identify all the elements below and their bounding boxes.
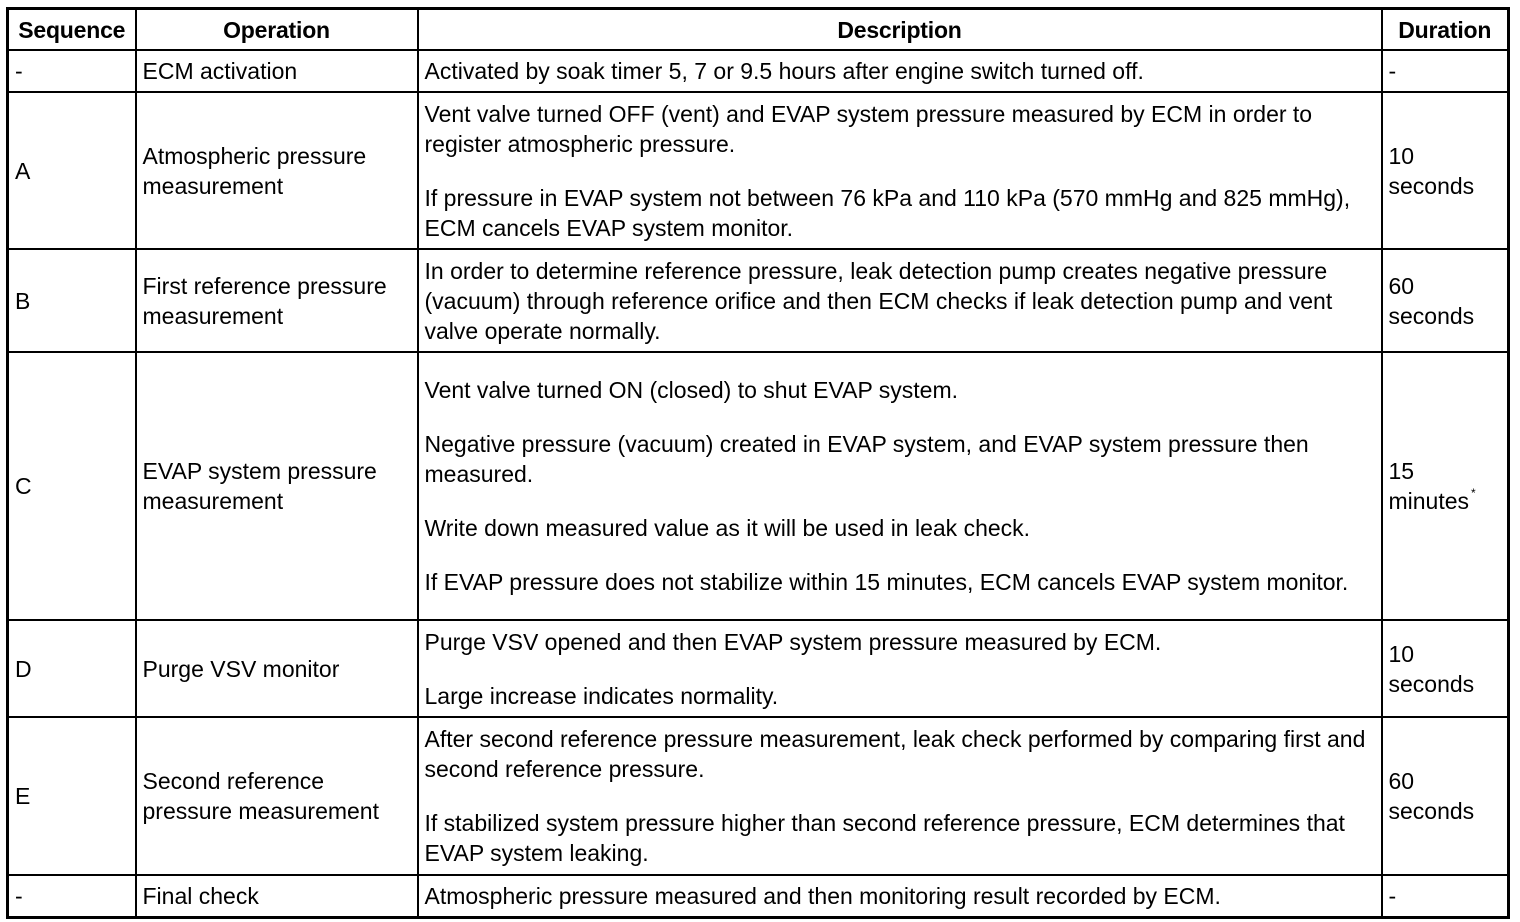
operation-cell: ECM activation	[136, 50, 418, 92]
sequence-cell: E	[8, 717, 136, 875]
sequence-cell: D	[8, 620, 136, 717]
sequence-cell: A	[8, 92, 136, 249]
operation-cell: EVAP system pressure measurement	[136, 352, 418, 620]
duration-cell: 10 seconds	[1382, 620, 1509, 717]
description-cell	[418, 50, 1382, 92]
description-cell	[418, 717, 1382, 875]
description-paragraph: Large increase indicates normality.	[424, 682, 779, 709]
operation-cell: Atmospheric pressure measurement	[136, 92, 418, 249]
description-paragraph: Negative pressure (vacuum) created in EVAP system, and EVAP system pressure then measured.	[424, 431, 1309, 487]
description-cell	[418, 92, 1382, 249]
description-cell	[418, 875, 1382, 917]
header-row	[8, 9, 1509, 51]
description-paragraph: If pressure in EVAP system not between 76 kPa and 110 kPa (570 mmHg and 825 mmHg), ECM cancels EVAP system monitor.	[424, 184, 1351, 241]
description-paragraph: Purge VSV opened and then EVAP system pressure measured by ECM.	[424, 628, 1162, 655]
description-paragraph: Activated by soak timer 5, 7 or 9.5 hours after engine switch turned off.	[424, 58, 1144, 84]
duration-cell: -	[1382, 875, 1509, 917]
sequence-cell: -	[8, 875, 136, 917]
header-sequence: Sequence	[8, 9, 136, 51]
table-row	[8, 875, 1509, 917]
description-paragraph: Atmospheric pressure measured and then monitoring result recorded by ECM.	[424, 882, 1221, 909]
evap-monitor-sequence-table	[6, 7, 1510, 919]
table-row	[8, 717, 1509, 875]
description-paragraph: In order to determine reference pressure, leak detection pump creates negative pressure (vacuum) through reference orifice and then ECM checks if leak detection pump and vent valve operate normally.	[424, 257, 1333, 344]
duration-cell: 60 seconds	[1382, 717, 1509, 875]
description-paragraph: Vent valve turned ON (closed) to shut EVAP system.	[424, 377, 959, 403]
operation-cell: Purge VSV monitor	[136, 620, 418, 717]
operation-cell: Second reference pressure measurement	[136, 717, 418, 875]
sequence-cell: B	[8, 249, 136, 352]
description-cell	[418, 352, 1382, 620]
description-paragraph: If stabilized system pressure higher than second reference pressure, ECM determines that EVAP system leaking.	[424, 810, 1345, 866]
table-row	[8, 620, 1509, 717]
footnote-mark: *	[1471, 486, 1476, 500]
table-row	[8, 249, 1509, 352]
description-paragraph: Write down measured value as it will be used in leak check.	[424, 515, 1031, 541]
header-duration: Duration	[1382, 9, 1509, 51]
sequence-cell: C	[8, 352, 136, 620]
duration-cell: -	[1382, 50, 1509, 92]
sequence-cell: -	[8, 50, 136, 92]
description-paragraph: After second reference pressure measurement, leak check performed by comparing first and second reference pressure.	[424, 726, 1366, 782]
table-row	[8, 352, 1509, 620]
description-cell	[418, 620, 1382, 717]
header-description: Description	[418, 9, 1382, 51]
duration-cell: 10 seconds	[1382, 92, 1509, 249]
table-row	[8, 50, 1509, 92]
duration-value: 15 minutes	[1388, 458, 1470, 514]
header-operation: Operation	[136, 9, 418, 51]
description-paragraph: If EVAP pressure does not stabilize within 15 minutes, ECM cancels EVAP system monitor.	[424, 569, 1349, 595]
table-row	[8, 92, 1509, 249]
description-cell	[418, 249, 1382, 352]
operation-cell: Final check	[136, 875, 418, 917]
description-paragraph: Vent valve turned OFF (vent) and EVAP system pressure measured by ECM in order to register atmospheric pressure.	[424, 100, 1313, 157]
duration-cell	[1382, 352, 1509, 620]
duration-cell: 60 seconds	[1382, 249, 1509, 352]
operation-cell: First reference pressure measurement	[136, 249, 418, 352]
